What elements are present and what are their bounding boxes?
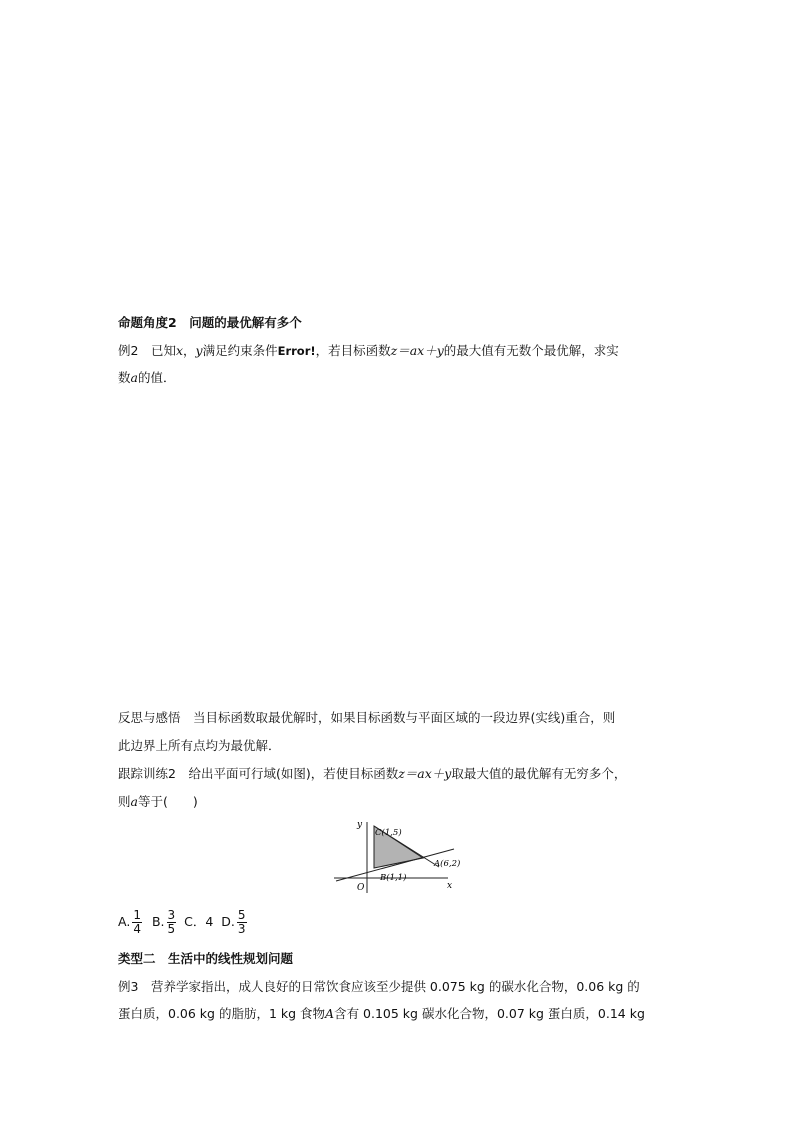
option-D-label: D. <box>221 914 235 929</box>
comma: ， <box>183 343 196 358</box>
option-B <box>151 908 178 936</box>
objective-formula: z＝ax＋y <box>390 343 444 358</box>
training-2-line-2-pre: 则 <box>118 794 131 809</box>
var-x: x <box>175 343 184 358</box>
training-formula: z＝ax＋y <box>398 766 452 781</box>
example-2-line-1 <box>118 342 619 360</box>
point-C-label: C(1,5) <box>375 828 402 838</box>
point-A-label: A(6,2) <box>434 859 460 869</box>
option-A-label: A. <box>118 914 131 929</box>
answer-options <box>118 908 249 936</box>
example-2-line-2-pre: 数 <box>118 370 131 385</box>
y-axis-label: y <box>357 820 363 830</box>
constraint-text: 满足约束条件 <box>202 343 278 358</box>
example-2-line-2 <box>118 369 175 387</box>
x-axis-label: x <box>447 881 453 891</box>
training-2-line-2 <box>118 793 198 811</box>
option-A <box>118 908 144 936</box>
training-var-a: a <box>130 794 138 809</box>
question-text: 的最大值有无数个最优解，求实 <box>443 343 619 358</box>
example-2-prefix: 例2 已知 <box>118 343 176 358</box>
fraction-B-den: 5 <box>167 922 176 936</box>
fraction-A <box>132 909 142 936</box>
example-2-line-2-post: 的值． <box>137 370 176 385</box>
example-3-line-1: 例3 营养学家指出，成人良好的日常饮食应该至少提供 0.075 kg 的碳水化合物，0.06 kg 的 <box>118 979 640 994</box>
fraction-D <box>237 909 247 936</box>
fraction-D-num: 5 <box>237 908 246 922</box>
example-3-line-2 <box>118 1005 645 1023</box>
option-C: C．4 <box>184 914 214 929</box>
fraction-B-num: 3 <box>167 908 176 922</box>
example-3-line-2-post: 含有 0.105 kg 碳水化合物，0.07 kg 蛋白质，0.14 kg <box>334 1006 645 1021</box>
training-2-line-1 <box>118 765 626 783</box>
reflection-line-2: 此边界上所有点均为最优解． <box>118 738 281 753</box>
origin-label: O <box>357 883 365 893</box>
example-3-line-2-pre: 蛋白质，0.06 kg 的脂肪，1 kg 食物 <box>118 1006 326 1021</box>
option-D <box>221 908 248 936</box>
food-A: A <box>325 1006 335 1021</box>
section-heading: 命题角度2 问题的最优解有多个 <box>118 315 302 330</box>
var-a: a <box>130 370 138 385</box>
feasible-region-figure <box>330 815 460 895</box>
training-2-line-2-post: 等于( ) <box>137 794 198 809</box>
var-y: y <box>195 343 203 358</box>
fraction-A-num: 1 <box>133 908 141 922</box>
type-2-heading: 类型二 生活中的线性规划问题 <box>118 951 294 966</box>
error-placeholder: Error! <box>277 344 316 358</box>
fraction-A-den: 4 <box>133 922 141 936</box>
reflection-line-1: 反思与感悟 当目标函数取最优解时，如果目标函数与平面区域的一段边界(实线)重合，则 <box>118 710 616 725</box>
point-B-label: B(1,1) <box>380 873 407 883</box>
training-2-prefix: 跟踪训练2 给出平面可行域(如图)，若使目标函数 <box>118 766 399 781</box>
fraction-D-den: 3 <box>237 922 246 936</box>
training-2-suffix: 取最大值的最优解有无穷多个， <box>451 766 627 781</box>
fraction-B <box>167 909 177 936</box>
option-B-label: B. <box>151 914 165 929</box>
objective-text: ，若目标函数 <box>315 343 391 358</box>
